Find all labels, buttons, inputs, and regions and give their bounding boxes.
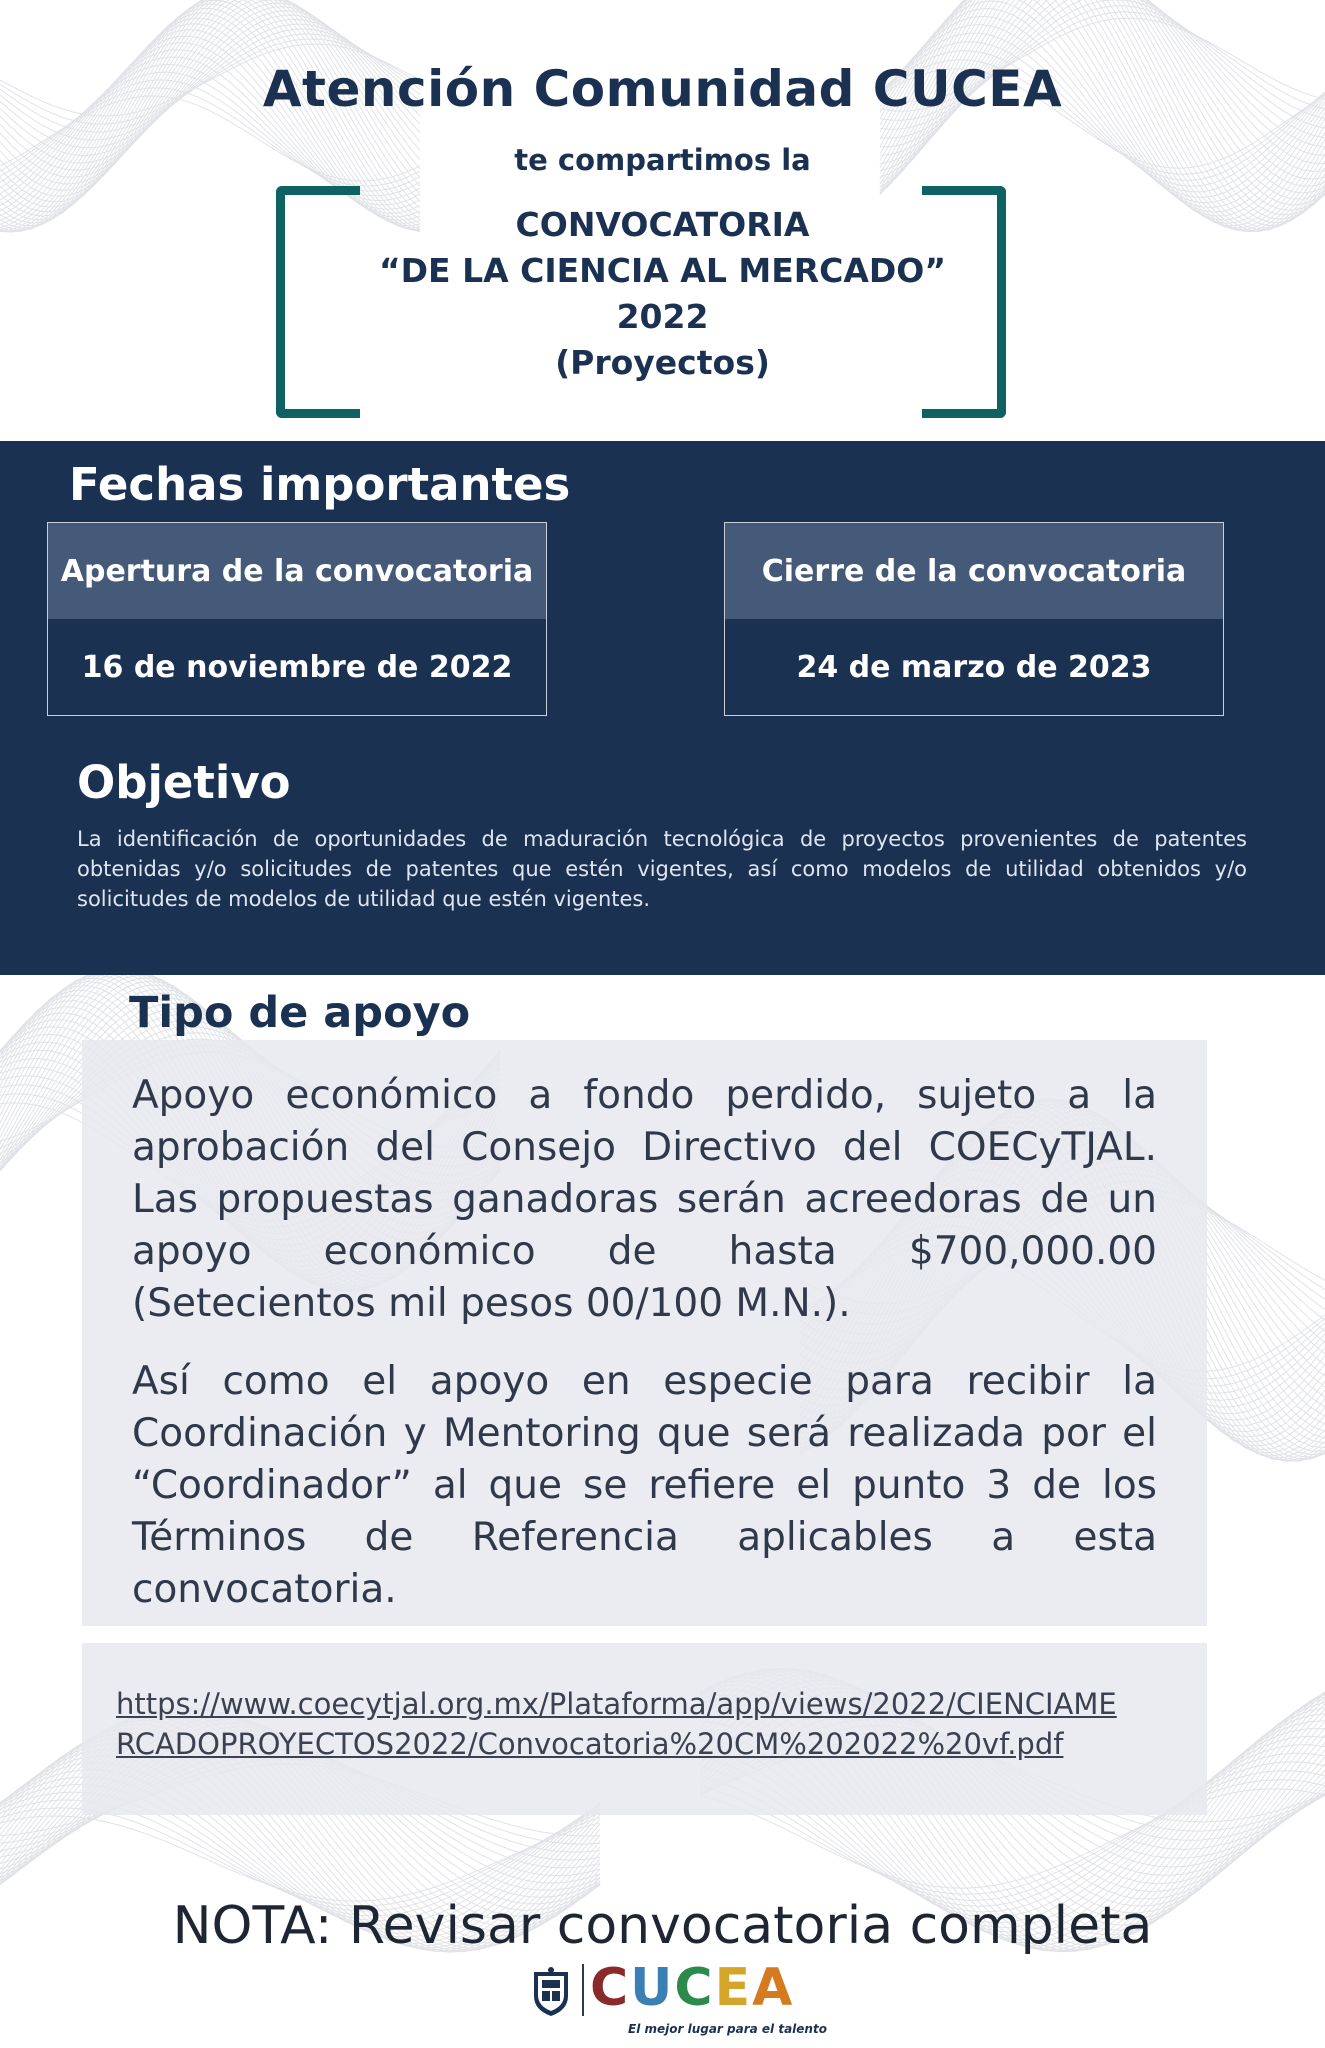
cierre-label: Cierre de la convocatoria (725, 523, 1223, 619)
logo-separator (582, 1964, 584, 2016)
cucea-logo (528, 1958, 827, 2040)
cierre-date: 24 de marzo de 2023 (796, 649, 1152, 685)
logo-tagline: El mejor lugar para el talento (628, 2022, 827, 2036)
convocatoria-year: 2022 (616, 297, 709, 336)
udg-crest-icon (528, 1966, 574, 2018)
cierre-box (724, 522, 1224, 716)
apoyo-paragraph-1: Apoyo económico a fondo perdido, sujeto a la aprobación del Consejo Directivo del COECyTJAL. Las propuestas ganadoras serán acreedoras de un apoyo económico de hasta $700,000.00 (Setecientos mil pesos 00/100 M.N.). (132, 1073, 1157, 1326)
convocatoria-link[interactable]: https://www.coecytjal.org.mx/Plataforma/app/views/2022/CIENCIAMERCADOPROYECTOS2022/Convocatoria%20CM%202022%20vf.pdf (116, 1687, 1117, 1761)
logo-letter: U (630, 1958, 675, 2018)
cucea-wordmark (590, 1958, 794, 2018)
apoyo-heading: Tipo de apoyo (129, 988, 471, 1038)
apoyo-text (132, 1070, 1157, 1642)
apertura-date: 16 de noviembre de 2022 (81, 649, 513, 685)
page-title: Atención Comunidad CUCEA (262, 60, 1063, 118)
objetivo-text: La identificación de oportunidades de maduración tecnológica de proyectos provenientes de patentes obtenidas y/o solicitudes de patentes que estén vigentes, así como modelos de utilidad obtenidos y/o solicitudes de modelos de utilidad que estén vigentes. (77, 827, 1247, 911)
convocatoria-heading (0, 202, 1325, 386)
apertura-label: Apertura de la convocatoria (48, 523, 546, 619)
logo-letter: E (714, 1958, 753, 2018)
apoyo-paragraph-2: Así como el apoyo en especie para recibir la Coordinación y Mentoring que será realizada por el “Coordinador” al que se refiere el punto 3 de los Términos de Referencia aplicables a esta convocatoria. (132, 1359, 1157, 1612)
apertura-box (47, 522, 547, 716)
fechas-heading: Fechas importantes (69, 458, 571, 511)
logo-letter: C (674, 1958, 715, 2018)
nota-text: NOTA: Revisar convocatoria completa (172, 1896, 1153, 1956)
subtitle: te compartimos la (514, 143, 811, 177)
objetivo-heading: Objetivo (77, 756, 291, 809)
convocatoria-line: CONVOCATORIA (515, 205, 810, 244)
convocatoria-type: (Proyectos) (555, 343, 770, 382)
logo-letter: A (752, 1958, 795, 2018)
logo-letter: C (590, 1958, 631, 2018)
convocatoria-name: “DE LA CIENCIA AL MERCADO” (378, 251, 947, 290)
